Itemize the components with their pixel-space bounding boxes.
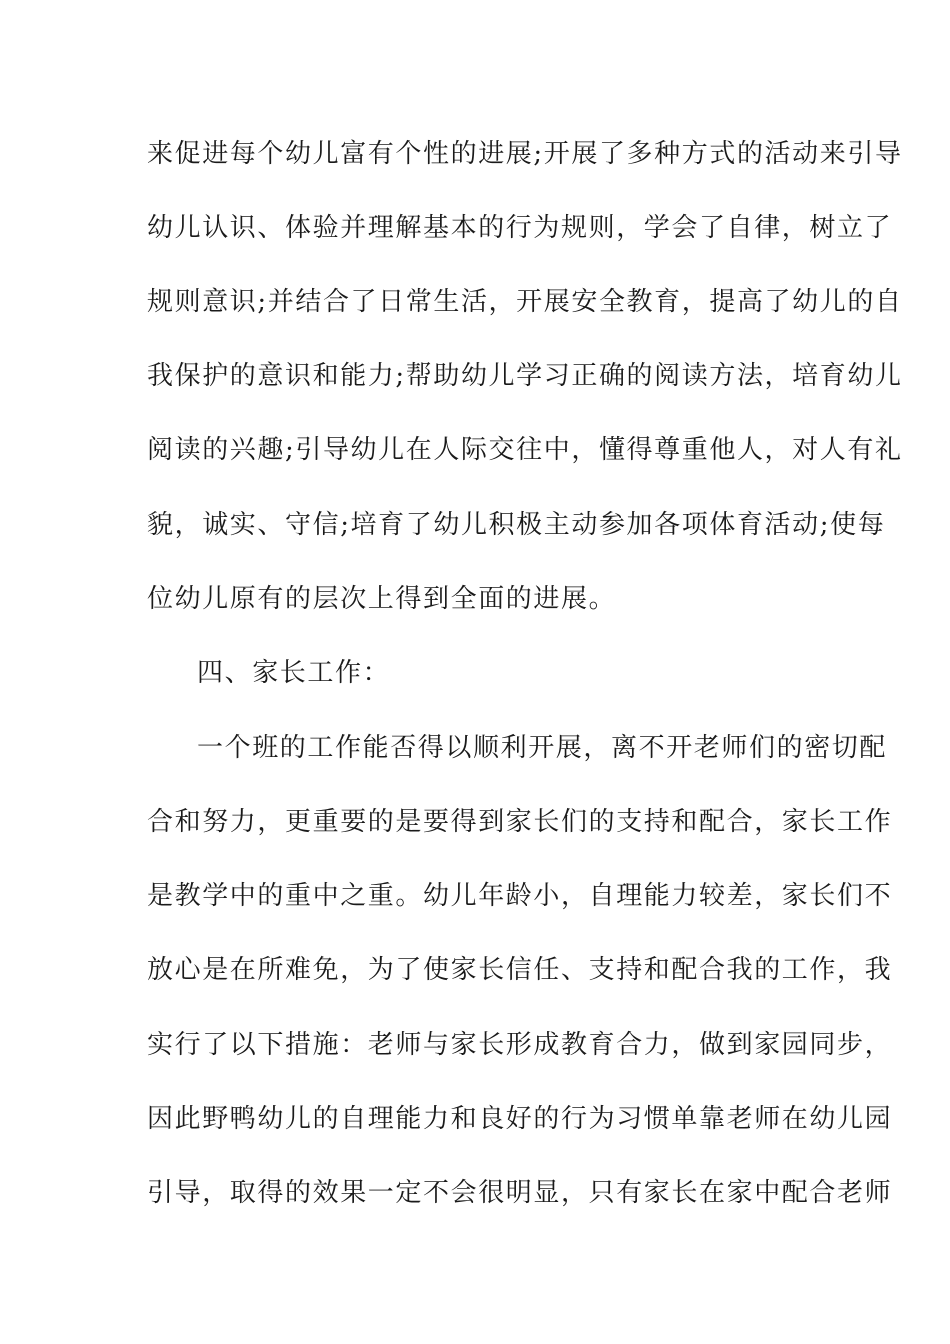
paragraph-line: 是教学中的重中之重。幼儿年龄小，自理能力较差，家长们不: [147, 881, 893, 911]
paragraph-line: 因此野鸭幼儿的自理能力和良好的行为习惯单靠老师在幼儿园: [147, 1104, 893, 1134]
paragraph-line: 实行了以下措施：老师与家长形成教育合力，做到家园同步，: [147, 1030, 893, 1060]
paragraph-line: 幼儿认识、体验并理解基本的行为规则，学会了自律，树立了: [147, 213, 893, 243]
section-heading: 四、家长工作：: [197, 658, 391, 688]
paragraph-line: 放心是在所难免，为了使家长信任、支持和配合我的工作，我: [147, 955, 893, 985]
paragraph-line: 貌，诚实、守信;培育了幼儿积极主动参加各项体育活动;使每: [147, 510, 886, 540]
paragraph-line: 规则意识;并结合了日常生活，开展安全教育，提高了幼儿的自: [147, 287, 903, 317]
paragraph-line: 来促进每个幼儿富有个性的进展;开展了多种方式的活动来引导: [147, 139, 903, 169]
paragraph-first-line: 一个班的工作能否得以顺利开展，离不开老师们的密切配: [197, 733, 888, 763]
paragraph-line: 引导，取得的效果一定不会很明显，只有家长在家中配合老师: [147, 1178, 893, 1208]
paragraph-line: 合和努力，更重要的是要得到家长们的支持和配合，家长工作: [147, 807, 893, 837]
paragraph-line: 阅读的兴趣;引导幼儿在人际交往中，懂得尊重他人，对人有礼: [147, 435, 903, 465]
paragraph-last-line: 位幼儿原有的层次上得到全面的进展。: [147, 584, 617, 614]
paragraph-line: 我保护的意识和能力;帮助幼儿学习正确的阅读方法，培育幼儿: [147, 361, 903, 391]
